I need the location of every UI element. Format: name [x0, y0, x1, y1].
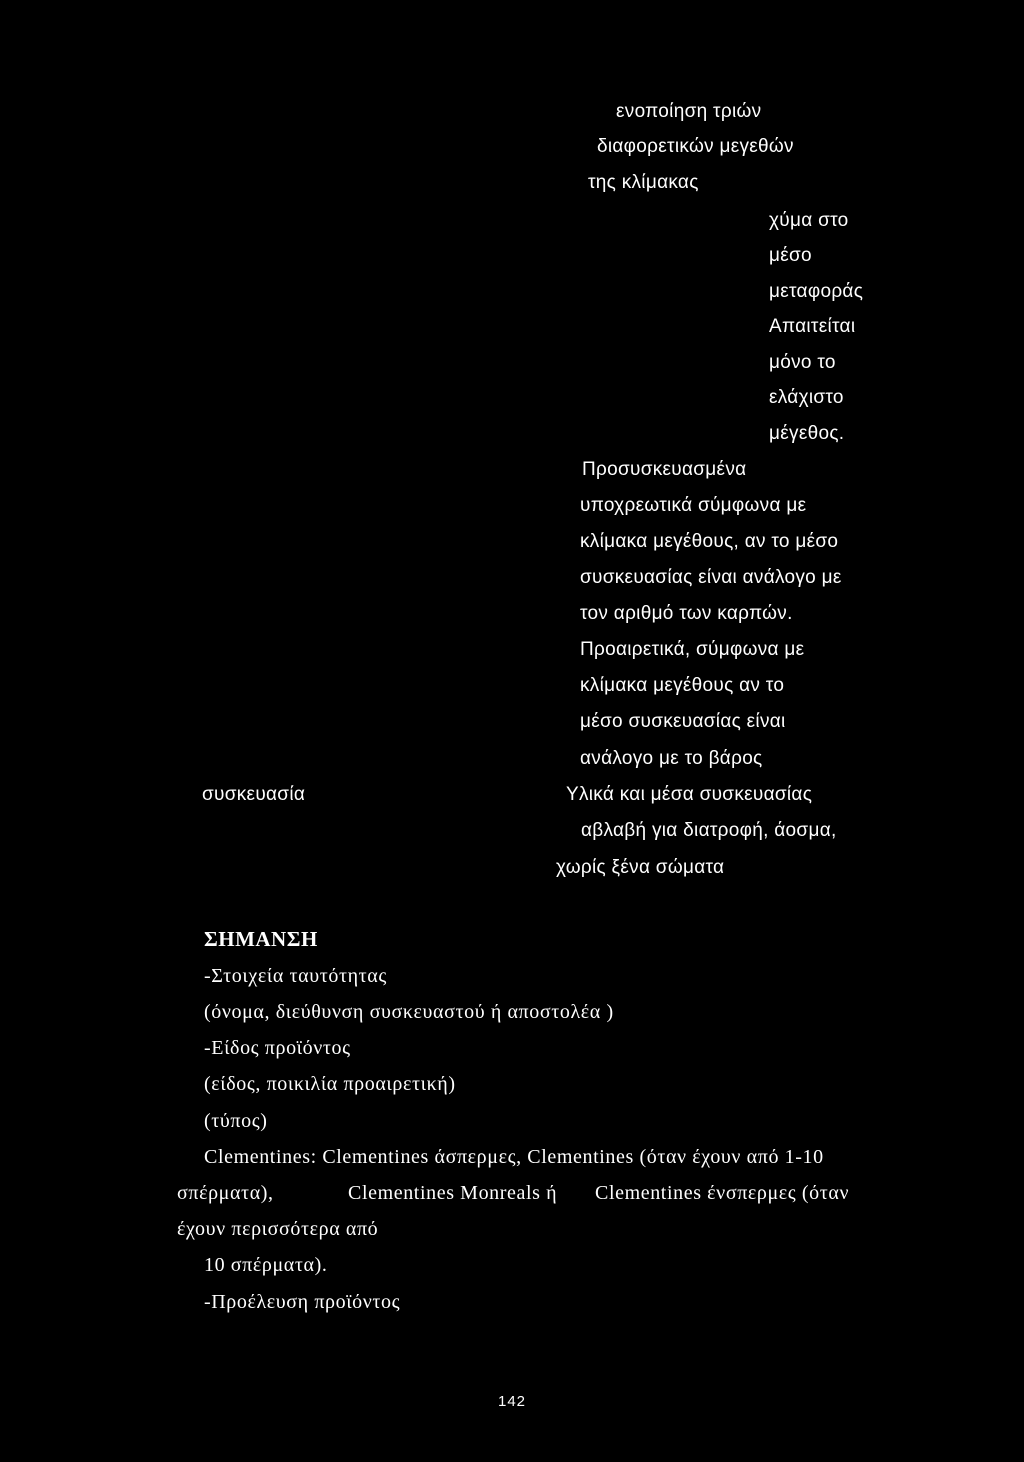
prepackaged-note-line-5: τον αριθμό των καρπών. — [580, 603, 793, 624]
identity-label: -Στοιχεία ταυτότητας — [204, 965, 387, 987]
clementines-line-1: Clementines: Clementines άσπερμες, Clementines (όταν έχουν από 1-10 — [204, 1146, 824, 1168]
optional-note-line-2: κλίμακα μεγέθους αν το — [580, 675, 785, 696]
bulk-note-line-1: χύμα στο — [769, 210, 849, 231]
clementines-line-3: έχουν περισσότερα από — [177, 1218, 379, 1240]
scale-note-line-2: διαφορετικών μεγεθών — [597, 136, 794, 157]
bulk-note-line-5: μόνο το — [769, 352, 836, 373]
optional-note-line-3: μέσο συσκευασίας είναι — [580, 711, 786, 732]
bulk-note-line-3: μεταφοράς — [769, 281, 864, 302]
origin-label: -Προέλευση προϊόντος — [204, 1291, 401, 1313]
clementines-line-2c: Clementines ένσπερμες (όταν — [595, 1182, 850, 1204]
identity-detail: (όνομα, διεύθυνση συσκευαστού ή αποστολέα ) — [204, 1001, 614, 1023]
row-label-packaging: συσκευασία — [202, 784, 306, 805]
prepackaged-note-line-2: υποχρεωτικά σύμφωνα με — [580, 495, 807, 516]
clementines-line-2a: σπέρματα), — [177, 1182, 274, 1204]
clementines-line-4: 10 σπέρματα). — [204, 1254, 328, 1276]
product-kind-label: -Είδος προϊόντος — [204, 1037, 351, 1059]
scale-note-line-1: ενοποίηση τριών — [616, 101, 762, 122]
prepackaged-note-line-4: συσκευασίας είναι ανάλογο με — [580, 567, 842, 588]
bulk-note-line-7: μέγεθος. — [769, 423, 845, 444]
bulk-note-line-6: ελάχιστο — [769, 387, 844, 408]
section-heading: ΣΗΜΑΝΣΗ — [204, 927, 318, 951]
page-number: 142 — [497, 1393, 527, 1410]
materials-note-line-3: χωρίς ξένα σώματα — [556, 857, 725, 878]
prepackaged-note-line-3: κλίμακα μεγέθους, αν το μέσο — [580, 531, 839, 552]
type-label: (τύπος) — [204, 1110, 268, 1132]
product-kind-detail: (είδος, ποικιλία προαιρετική) — [204, 1073, 456, 1095]
scale-note-line-3: της κλίμακας — [588, 172, 699, 193]
materials-note-line-2: αβλαβή για διατροφή, άοσμα, — [581, 820, 837, 841]
clementines-line-2b: Clementines Monreals ή — [348, 1182, 558, 1204]
bulk-note-line-2: μέσο — [769, 245, 812, 266]
optional-note-line-1: Προαιρετικά, σύμφωνα με — [580, 639, 805, 660]
prepackaged-note-line-1: Προσυσκευασμένα — [582, 459, 747, 480]
bulk-note-line-4: Απαιτείται — [769, 316, 856, 337]
materials-note-line-1: Υλικά και μέσα συσκευασίας — [566, 784, 813, 805]
optional-note-line-4: ανάλογο με το βάρος — [580, 748, 763, 769]
